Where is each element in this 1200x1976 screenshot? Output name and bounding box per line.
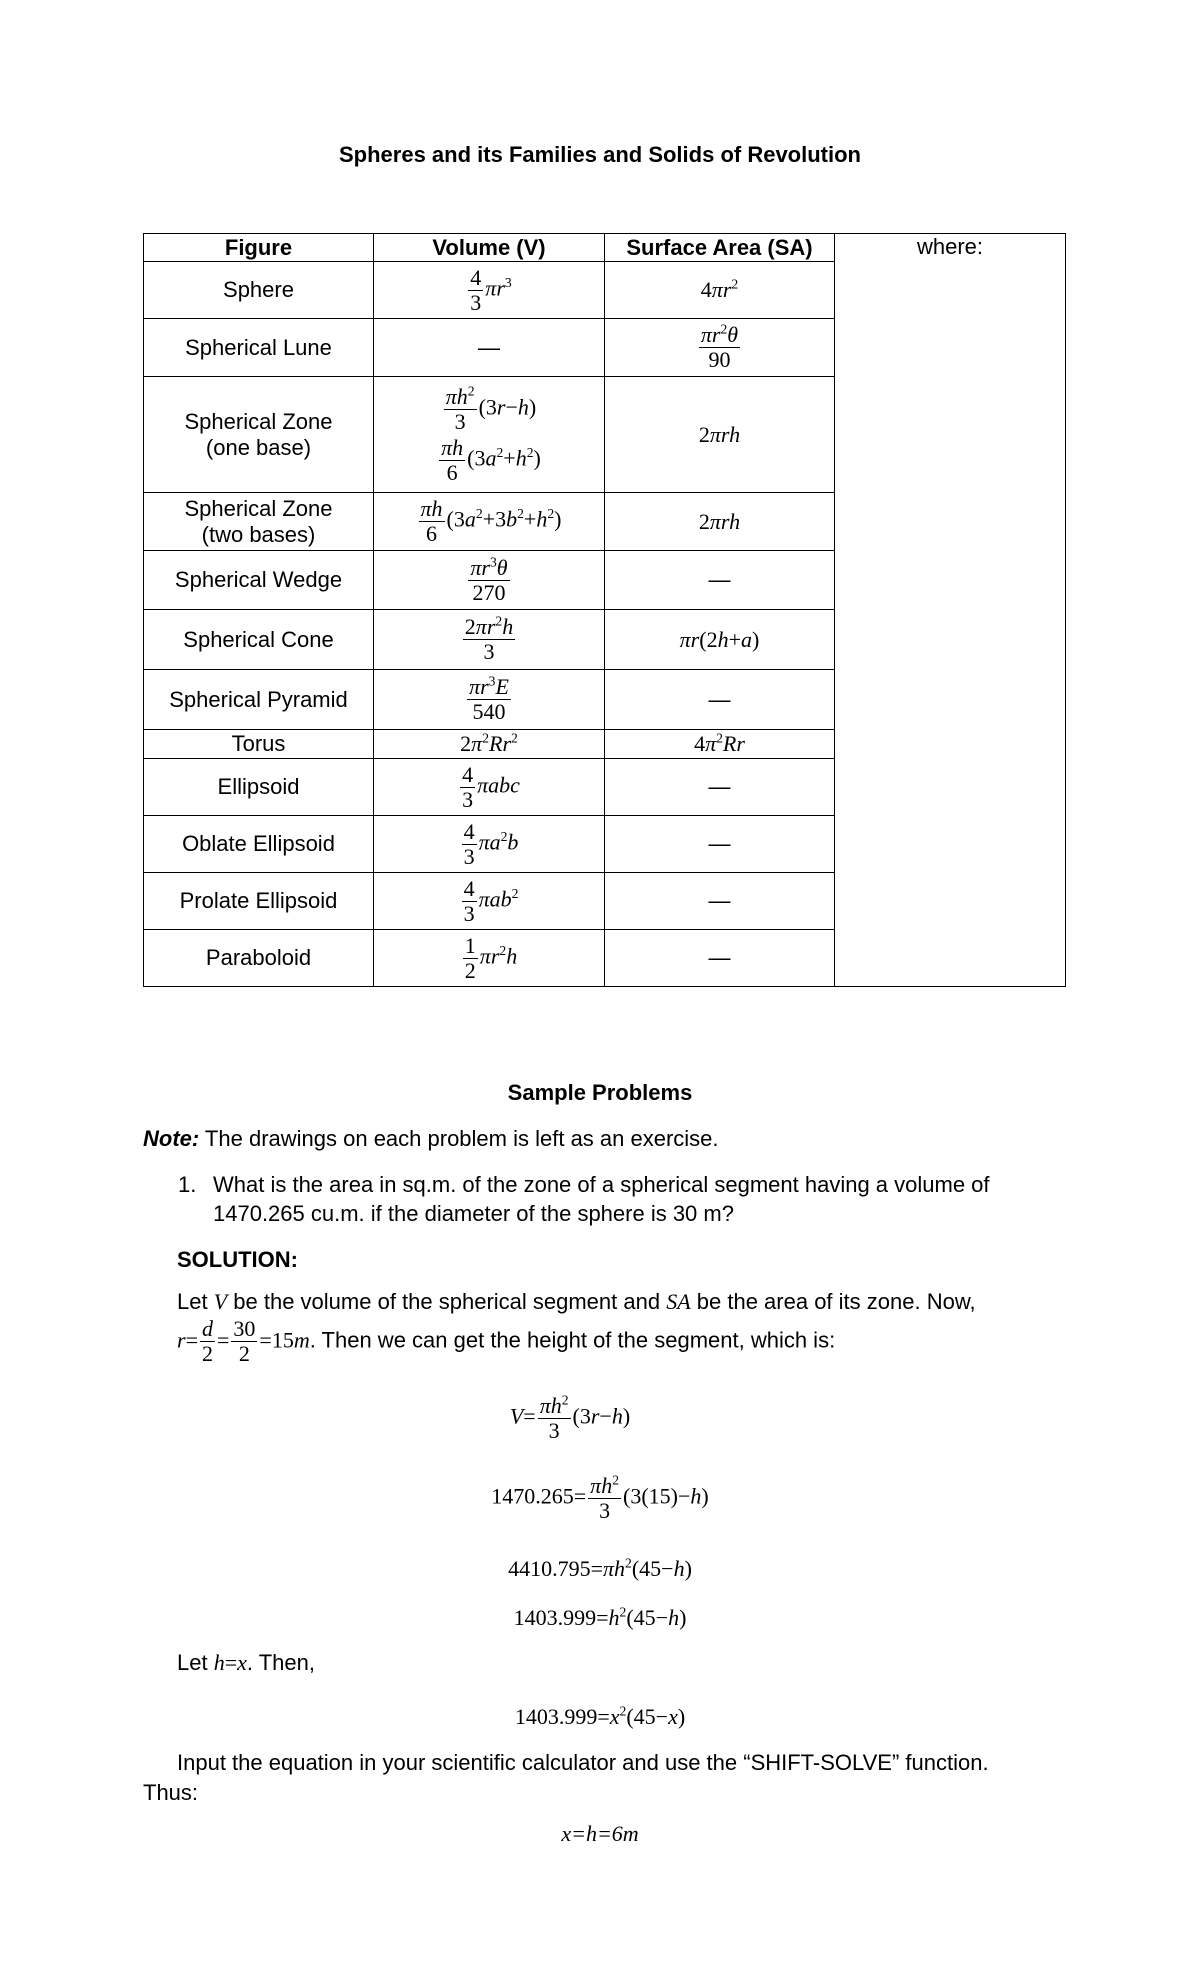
surface-area-formula: 2πrh bbox=[605, 377, 835, 493]
equation-3: $4410.795=\pi h^2(45-h)$ bbox=[508, 1555, 692, 1581]
let-h-prefix: Let bbox=[177, 1650, 214, 1675]
figure-name: Spherical Cone bbox=[144, 610, 374, 670]
eq-value-4: 1403.999 bbox=[514, 1704, 598, 1729]
surface-area-formula: — bbox=[605, 551, 835, 610]
final-answer: x=h=6m bbox=[561, 1821, 639, 1846]
figure-name: Spherical Wedge bbox=[144, 551, 374, 610]
surface-area-formula: $4\pi r^2$ bbox=[605, 262, 835, 319]
sample-problems-heading: Sample Problems bbox=[507, 1080, 693, 1105]
formula-table bbox=[143, 233, 1066, 987]
solution-label: SOLUTION: bbox=[177, 1247, 298, 1272]
input-line-2: Thus: bbox=[143, 1780, 199, 1805]
volume-formula: — bbox=[374, 319, 605, 377]
volume-formula: $\frac{\pi r^3E}{540}$ bbox=[374, 670, 605, 730]
volume-formula: $\frac{\pi h}{6}$ $(3a^2+3b^2+h^2)$ bbox=[374, 493, 605, 551]
note-text: The drawings on each problem is left as an exercise. bbox=[199, 1126, 719, 1151]
problem-number: 1. bbox=[178, 1172, 197, 1197]
figure-name: Spherical Lune bbox=[144, 319, 374, 377]
volume-formula: $\frac{4}{3}$ $\pi a^2b$ bbox=[374, 816, 605, 873]
volume-formula: $2\pi^2Rr^2$ bbox=[374, 730, 605, 759]
solution-intro: Let V be the volume of the spherical segment and SA be the area of its zone. Now, bbox=[177, 1289, 976, 1314]
eq-value-2: 4410.795 bbox=[508, 1556, 591, 1581]
surface-area-formula: — bbox=[605, 816, 835, 873]
radius-line: r= $\frac{d}{2}$ = $\frac{30}{2}$ =15m. Then we can get the height of the segment, which is: bbox=[177, 1316, 836, 1366]
figure-name: Oblate Ellipsoid bbox=[144, 816, 374, 873]
problem-line-2: 1470.265 cu.m. if the diameter of the sphere is 30 m? bbox=[213, 1201, 734, 1226]
surface-area-formula: 2πrh bbox=[605, 493, 835, 551]
figure-name: Sphere bbox=[144, 262, 374, 319]
let-mid-2: be the area of its zone. Now, bbox=[690, 1289, 976, 1314]
note-label: Note: bbox=[143, 1126, 200, 1151]
volume-formula: $\frac{4}{3}$ πab$^2$ bbox=[374, 873, 605, 930]
header-where: where: bbox=[835, 234, 1066, 987]
figure-name: Ellipsoid bbox=[144, 759, 374, 816]
volume-formula: $\frac{4}{3}$ πabc bbox=[374, 759, 605, 816]
eq-value-1: 1470.265 bbox=[491, 1483, 574, 1509]
let-h-suffix: . Then, bbox=[246, 1650, 315, 1675]
surface-area-formula: πr(2h+a) bbox=[605, 610, 835, 670]
equation-5: $1403.999=x^2(45-x)$ bbox=[514, 1703, 686, 1729]
surface-area-formula: $4\pi^2Rr$ bbox=[605, 730, 835, 759]
input-line-1: Input the equation in your scientific calculator and use the “SHIFT-SOLVE” function. bbox=[177, 1750, 989, 1775]
equation-1: V= $\frac{\pi h^2}{3}$ (3r−h) bbox=[509, 1392, 631, 1443]
figure-name-line2: (one base) bbox=[205, 434, 312, 460]
figure-name: Torus bbox=[144, 730, 374, 759]
figure-name-line2: (two bases) bbox=[201, 521, 316, 547]
header-figure: Figure bbox=[144, 234, 374, 262]
document-title: Spheres and its Families and Solids of Revolution bbox=[339, 142, 861, 167]
figure-name-line1: Spherical Zone bbox=[184, 495, 333, 521]
header-surface-area: Surface Area (SA) bbox=[605, 234, 835, 262]
surface-area-formula: $\frac{\pi r^2\theta}{90}$ bbox=[605, 319, 835, 377]
surface-area-formula: — bbox=[605, 759, 835, 816]
problem-line-1: What is the area in sq.m. of the zone of a spherical segment having a volume of bbox=[213, 1172, 990, 1197]
let-h-line: Let h=x. Then, bbox=[177, 1650, 315, 1675]
figure-name-line1: Spherical Zone bbox=[184, 408, 333, 434]
header-volume: Volume (V) bbox=[374, 234, 605, 262]
radius-suffix: . Then we can get the height of the segment, which is: bbox=[309, 1327, 836, 1353]
figure-name: Prolate Ellipsoid bbox=[144, 873, 374, 930]
surface-area-formula: — bbox=[605, 873, 835, 930]
table-header-row bbox=[144, 234, 1066, 262]
volume-formula: $\frac{\pi r^3\theta}{270}$ bbox=[374, 551, 605, 610]
volume-formula: $\frac{4}{3}$ $\pi r^3$ bbox=[374, 262, 605, 319]
surface-area-formula: — bbox=[605, 930, 835, 987]
volume-formula: $\frac{\pi h^2}{3}$ (3r−h) $\frac{\pi h}{6}$ $(3a^2+h^2)$ bbox=[374, 377, 605, 493]
figure-name bbox=[144, 377, 374, 493]
eq-value-3: 1403.999 bbox=[513, 1605, 597, 1630]
note-line bbox=[143, 1124, 719, 1154]
equation-2: 1470.265= $\frac{\pi h^2}{3}$ (3(15)−h) bbox=[491, 1472, 709, 1523]
figure-name: Paraboloid bbox=[144, 930, 374, 987]
let-prefix: Let bbox=[177, 1289, 214, 1314]
volume-formula: $\frac{2\pi r^2h}{3}$ bbox=[374, 610, 605, 670]
equation-4: $1403.999=h^2(45-h)$ bbox=[513, 1604, 687, 1630]
volume-formula: $\frac{1}{2}$ $\pi r^2h$ bbox=[374, 930, 605, 987]
figure-name bbox=[144, 493, 374, 551]
let-mid-1: be the volume of the spherical segment and bbox=[227, 1289, 667, 1314]
surface-area-formula: — bbox=[605, 670, 835, 730]
figure-name: Spherical Pyramid bbox=[144, 670, 374, 730]
